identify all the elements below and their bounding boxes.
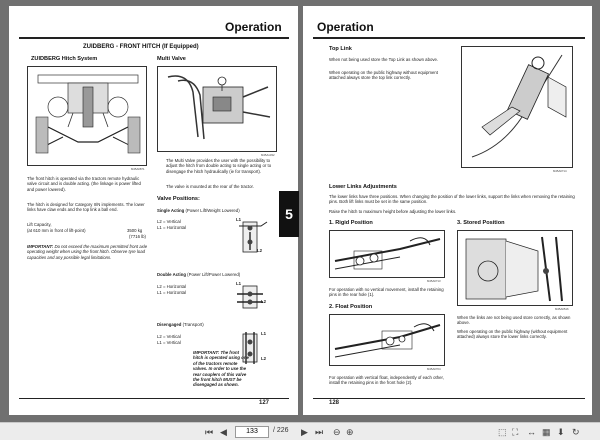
valve-diagram-double xyxy=(231,282,271,312)
paragraph: When the links are not being used store correctly, as shown above. xyxy=(457,315,571,326)
valve-tag: L2 xyxy=(261,356,267,361)
top-link-illustration xyxy=(462,47,574,169)
top-link-title: Top Link xyxy=(329,46,352,52)
paragraph: When operating on the public highway without equipment attached always store the top link correctly. xyxy=(329,70,438,81)
valve-diagram-single xyxy=(231,216,271,256)
disengaged-l1: L1 = Vertical xyxy=(157,340,181,345)
prev-page-icon[interactable]: ◀ xyxy=(220,427,227,437)
paragraph: The valve is mounted at the rear of the tractor. xyxy=(166,184,254,189)
lift-capacity-value: 3500 kg xyxy=(127,228,143,233)
float-title: 2. Float Position xyxy=(329,304,373,310)
multi-valve-figure xyxy=(157,66,277,152)
figure-code: M45A0714 xyxy=(553,169,567,173)
double-l1: L1 = Horizontal xyxy=(157,290,187,295)
valve-illustration xyxy=(158,67,278,153)
lift-capacity-label: Lift Capacity, xyxy=(27,222,52,227)
page-127 xyxy=(9,6,298,415)
page-number-input[interactable]: 133 xyxy=(235,426,269,438)
figure-code: M45A0516 xyxy=(555,307,569,311)
stored-title: 3. Stored Position xyxy=(457,220,505,226)
figure-code: M45A0704 xyxy=(427,367,441,371)
fit-page-icon[interactable]: ⬚ xyxy=(498,427,507,437)
page-view-icon[interactable]: ▦ xyxy=(542,427,551,437)
paragraph: For operation with no vertical movement, install the retaining pins in the rear hole (1). xyxy=(329,287,444,298)
paragraph: Raise the hitch to maximum height before adjusting the lower links. xyxy=(329,209,457,214)
page-number: 127 xyxy=(259,400,270,406)
disengaged-l2: L2 = Vertical xyxy=(157,334,181,339)
double-l2: L2 = Horizontal xyxy=(157,284,187,289)
paragraph: When not being used store the Top Link as shown above. xyxy=(329,57,439,62)
disengaged-label: Disengaged xyxy=(157,322,182,327)
rotate-icon[interactable]: ↻ xyxy=(572,427,580,437)
double-acting-heading xyxy=(157,272,240,277)
fit-width-icon[interactable]: ↔ xyxy=(527,427,536,437)
hitch-illustration xyxy=(28,67,148,167)
important-label: IMPORTANT: xyxy=(27,244,54,249)
stored-figure xyxy=(457,230,573,306)
single-acting-mode: (Power Lift/Weight Lowered) xyxy=(185,208,240,213)
disengaged-mode: (Transport) xyxy=(182,322,204,327)
header-rule xyxy=(313,37,585,39)
paragraph: The front hitch is operated via the tractors remote hydraulic valve circuit and is double acting. (the linkage is power lifted and power lowered). xyxy=(27,176,141,192)
single-acting-heading xyxy=(157,208,240,213)
page-header: Operation xyxy=(317,20,374,34)
important-note xyxy=(27,244,149,260)
important-label: IMPORTANT: xyxy=(193,350,220,355)
paragraph: The Multi Valve provides the user with the possibility to adjust the hitch from double acting to single acting or to disengage the hitch hydraulically (ie for transport). xyxy=(166,158,272,174)
download-icon[interactable]: ⬇ xyxy=(557,427,565,437)
double-acting-mode: (Power Lift/Power Lowered) xyxy=(187,272,241,277)
lift-capacity-sub: (at 610 mm in front of lift-point) xyxy=(27,228,86,233)
page-number: 128 xyxy=(329,400,340,406)
valve-tag: L2 xyxy=(257,248,263,253)
double-acting-label: Double Acting xyxy=(157,272,186,277)
lift-capacity-lbs: (7716 lb) xyxy=(129,234,146,239)
valve-tag: L1 xyxy=(236,217,242,222)
header-rule xyxy=(19,37,289,39)
page-header: Operation xyxy=(225,20,282,34)
page-total: / 226 xyxy=(273,427,289,434)
paragraph: The hitch is designed for Category II/N implements. The lower links have claw ends and the top link a ball end. xyxy=(27,202,145,213)
important-text: The front hitch is operated using one of the tractors remote valves. In order to use the rear couplers of this valve the front hitch MUST be disengaged as shown. xyxy=(193,350,249,388)
zoom-in-icon[interactable]: ⊕ xyxy=(346,427,354,437)
paragraph: For operation with vertical float, independently of each other, install the retaining pins in the front hole (2). xyxy=(329,375,444,386)
rigid-illustration xyxy=(330,231,446,279)
paragraph: When operating on the public highway (without equipment attached) always store the lower links correctly. xyxy=(457,329,568,340)
single-l1: L1 = Horizontal xyxy=(157,225,187,230)
float-illustration xyxy=(330,315,446,367)
single-l2: L2 = Vertical xyxy=(157,219,181,224)
rigid-title: 1. Rigid Position xyxy=(329,220,373,226)
chapter-tab: 5 xyxy=(279,191,299,237)
section-title: ZUIDBERG - FRONT HITCH (If Equipped) xyxy=(83,44,199,50)
valve-tag: L1 xyxy=(236,281,242,286)
rigid-figure xyxy=(329,230,445,278)
important-text: Do not exceed the maximum permitted front axle operating weight when using the front hitch. Observe tyre load capacities and any possible legal limitations. xyxy=(27,244,148,260)
footer-rule xyxy=(19,398,289,399)
paragraph: The lower links have three positions. When changing the position of the lower links, support the links when removing the retaining pins. Both lift links must be set in the same position. xyxy=(329,194,575,205)
page-128 xyxy=(303,6,592,415)
disengaged-heading xyxy=(157,322,204,327)
important-note xyxy=(193,350,249,388)
footer-rule xyxy=(313,398,585,399)
single-acting-label: Single Acting xyxy=(157,208,185,213)
valve-tag: L2 xyxy=(261,299,267,304)
float-figure xyxy=(329,314,445,366)
figure-code: M45A0871 xyxy=(131,167,145,171)
first-page-icon[interactable]: ⏮ xyxy=(205,427,214,437)
top-link-figure xyxy=(461,46,573,168)
next-page-icon[interactable]: ▶ xyxy=(301,427,308,437)
lower-links-title: Lower Links Adjustments xyxy=(329,184,397,190)
valve-tag: L1 xyxy=(261,331,267,336)
figure-code: M45A0713 xyxy=(427,279,441,283)
figure-code: M45A1332 xyxy=(261,153,275,157)
fullscreen-icon[interactable]: ⛶ xyxy=(512,427,519,437)
stored-illustration xyxy=(458,231,574,307)
hitch-system-title: ZUIDBERG Hitch System xyxy=(31,56,98,62)
last-page-icon[interactable]: ⏭ xyxy=(315,427,324,437)
multi-valve-title: Multi Valve xyxy=(157,56,186,62)
viewer-toolbar xyxy=(0,422,600,440)
zoom-out-icon[interactable]: ⊖ xyxy=(333,427,341,437)
valve-positions-title: Valve Positions: xyxy=(157,196,200,202)
hitch-figure xyxy=(27,66,147,166)
